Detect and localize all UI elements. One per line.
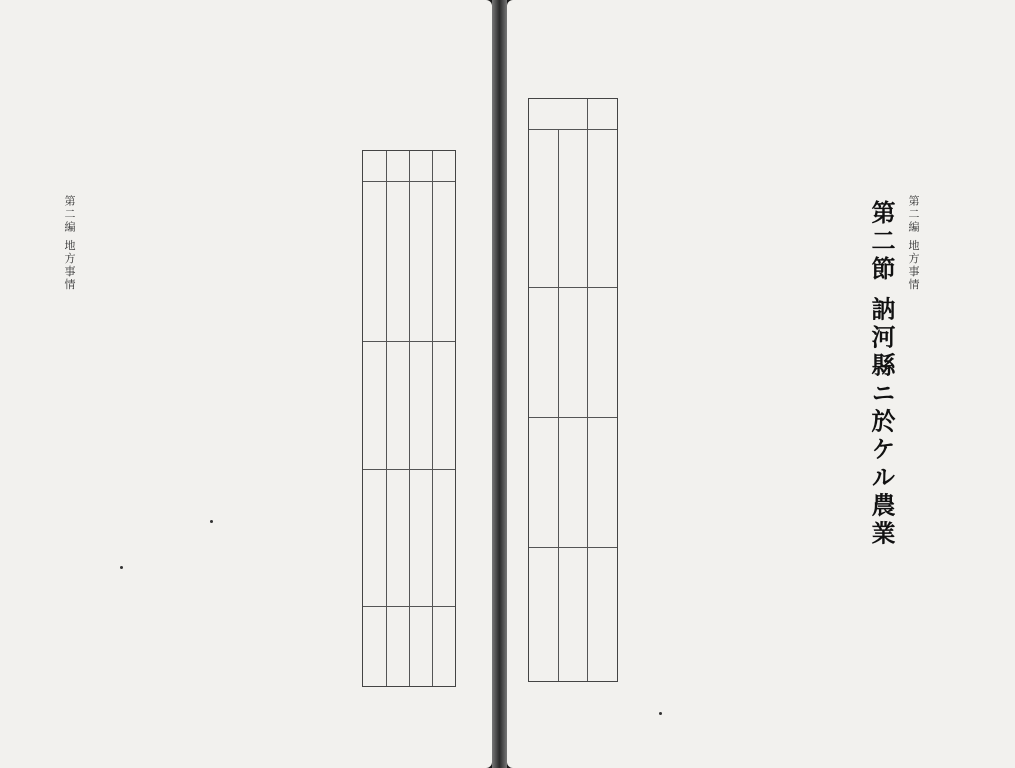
left-running-header: 第二編 地方事情 [63, 195, 76, 292]
locality-table [528, 98, 618, 682]
right-running-header: 第二編 地方事情 [907, 195, 920, 292]
book-gutter [492, 0, 507, 768]
area-table [362, 150, 456, 687]
left-page [0, 0, 492, 768]
section-title: 第二節 訥河縣ニ於ケル農業 [867, 200, 896, 549]
